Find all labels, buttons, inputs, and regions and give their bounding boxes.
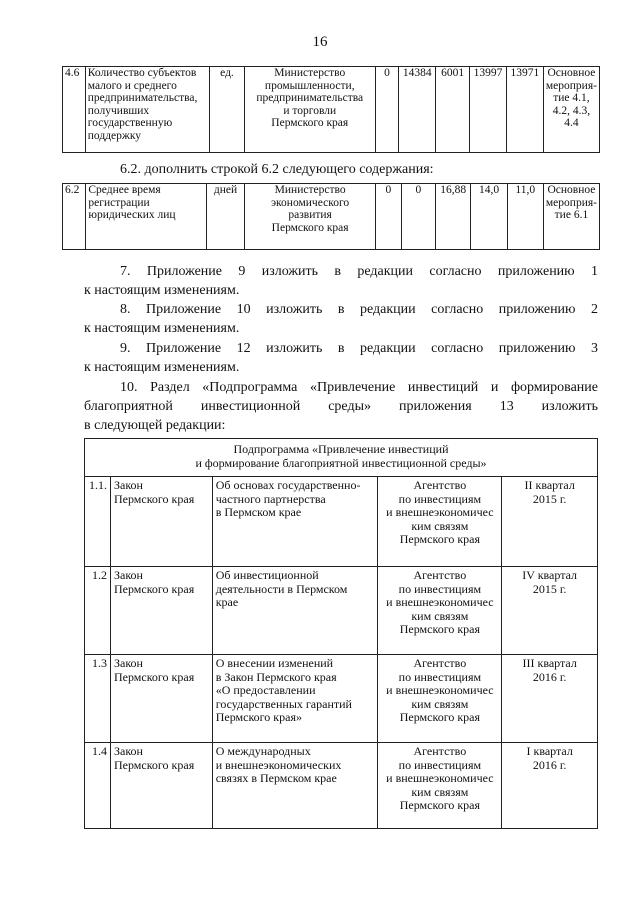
subprogram-table — [84, 438, 598, 829]
paragraph-line: 10. Раздел «Подпрограмма «Привлечение инвестиций и формирование — [120, 380, 598, 395]
indicator-name: Среднее время регистрации юридических лиц — [86, 184, 206, 250]
paragraph-6-2: 6.2. дополнить строкой 6.2 следующего содержания: — [120, 162, 434, 177]
responsible-agency: Агентство по инвестициям и внешнеэкономичес ким связям Пермского края — [378, 477, 502, 567]
responsible-agency: Агентство по инвестициям и внешнеэкономичес ким связям Пермского края — [378, 743, 502, 829]
deadline: II квартал 2015 г. — [502, 477, 598, 567]
deadline: IV квартал 2015 г. — [502, 567, 598, 655]
main-event: Основное мероприя- тие 6.1 — [543, 184, 599, 250]
value-1: 0 — [375, 184, 401, 250]
paragraph-8 — [84, 300, 598, 338]
table-row — [85, 655, 598, 743]
act-title: О международных и внешнеэкономических связях в Пермском крае — [212, 743, 378, 829]
responsible-agency: Агентство по инвестициям и внешнеэкономичес ким связям Пермского края — [378, 655, 502, 743]
deadline: I квартал 2016 г. — [502, 743, 598, 829]
row-number: 1.1. — [85, 477, 111, 567]
indicator-table-row-6-2 — [62, 183, 600, 250]
table-row — [85, 477, 598, 567]
act-title: О внесении изменений в Закон Пермского края «О предоставлении государственных гарантий Пермского края» — [212, 655, 378, 743]
subprogram-header: Подпрограмма «Привлечение инвестиций и формирование благоприятной инвестиционной среды» — [85, 439, 598, 477]
paragraph-7 — [84, 262, 598, 300]
page-number: 16 — [312, 34, 328, 50]
paragraph-line: 9. Приложение 12 изложить в редакции согласно приложению 3 — [120, 341, 598, 356]
value-2: 14384 — [399, 67, 436, 153]
table-row — [85, 567, 598, 655]
paragraph-line: 8. Приложение 10 изложить в редакции согласно приложению 2 — [120, 302, 598, 317]
main-event: Основное мероприя- тие 4.1, 4.2, 4.3, 4.4 — [543, 67, 599, 153]
paragraph-line: к настоящим изменениям. — [84, 321, 240, 336]
unit: ед. — [210, 67, 244, 153]
paragraph-10 — [84, 378, 598, 435]
value-5: 11,0 — [507, 184, 543, 250]
act-type: Закон Пермского края — [110, 567, 212, 655]
indicator-table-row-4-6 — [62, 66, 600, 153]
row-number: 1.2 — [85, 567, 111, 655]
table-row — [85, 743, 598, 829]
value-3: 16,88 — [436, 184, 471, 250]
row-number: 1.3 — [85, 655, 111, 743]
paragraph-line: в следующей редакции: — [84, 418, 226, 433]
value-4: 13997 — [470, 67, 507, 153]
responsible-agency: Министерство промышленности, предпринимательства и торговли Пермского края — [244, 67, 375, 153]
paragraph-line: благоприятной инвестиционной среды» приложения 13 изложить — [84, 399, 598, 414]
row-number: 6.2 — [63, 184, 86, 250]
act-title: Об инвестиционной деятельности в Пермском крае — [212, 567, 378, 655]
responsible-agency: Агентство по инвестициям и внешнеэкономичес ким связям Пермского края — [378, 567, 502, 655]
value-4: 14,0 — [471, 184, 507, 250]
value-5: 13971 — [506, 67, 543, 153]
paragraph-9 — [84, 339, 598, 377]
indicator-name: Количество субъектов малого и среднего предпринимательства, получивших государственную поддержку — [85, 67, 209, 153]
paragraph-line: к настоящим изменениям. — [84, 283, 240, 298]
act-title: Об основах государственно- частного партнерства в Пермском крае — [212, 477, 378, 567]
unit: дней — [206, 184, 244, 250]
value-2: 0 — [401, 184, 435, 250]
act-type: Закон Пермского края — [110, 477, 212, 567]
paragraph-line: к настоящим изменениям. — [84, 360, 240, 375]
value-1: 0 — [375, 67, 398, 153]
responsible-agency: Министерство экономического развития Пермского края — [245, 184, 376, 250]
deadline: III квартал 2016 г. — [502, 655, 598, 743]
paragraph-line: 7. Приложение 9 изложить в редакции согласно приложению 1 — [120, 264, 598, 279]
row-number: 4.6 — [63, 67, 86, 153]
act-type: Закон Пермского края — [110, 743, 212, 829]
row-number: 1.4 — [85, 743, 111, 829]
value-3: 6001 — [436, 67, 470, 153]
act-type: Закон Пермского края — [110, 655, 212, 743]
